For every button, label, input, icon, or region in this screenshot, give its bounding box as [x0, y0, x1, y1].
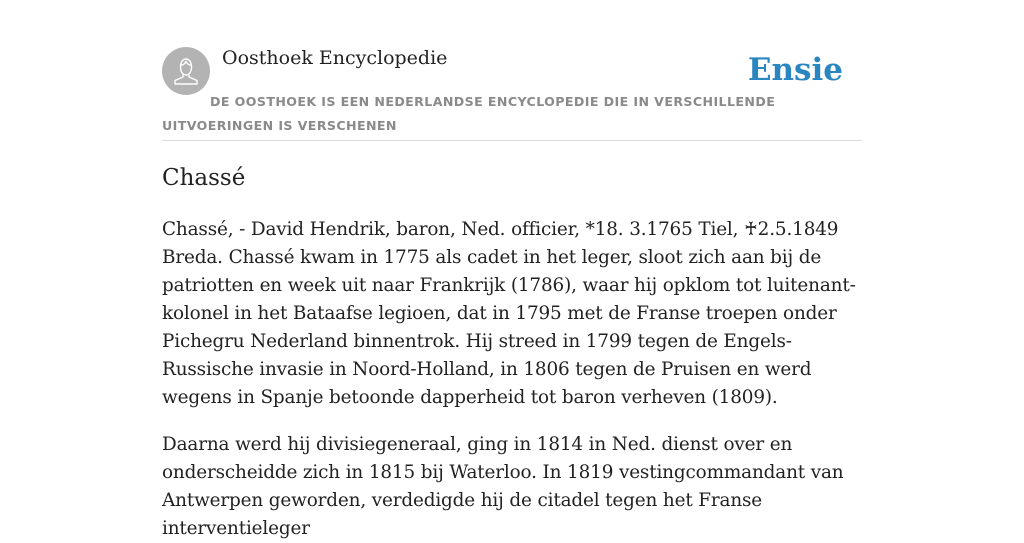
article-title: Chassé — [162, 165, 246, 191]
site-tagline: DE OOSTHOEK IS EEN NEDERLANDSE ENCYCLOPEDIE DIE IN VERSCHILLENDE UITVOERINGEN IS VERSCHENEN — [162, 94, 776, 133]
user-silhouette-icon[interactable] — [162, 47, 210, 95]
site-name-link[interactable]: Oosthoek Encyclopedie — [222, 47, 448, 69]
article-paragraph: Chassé, - David Hendrik, baron, Ned. officier, *18. 3.1765 Tiel, ♰2.5.1849 Breda. Chassé kwam in 1775 als cadet in het leger, sloot zich aan bij de patriotten en week uit naar Frankrijk (1786), waar hij opklom tot luitenant-kolonel in het Bataafse legioen, dat in 1795 met de Franse troepen onder Pichegru Nederland binnentrok. Hij streed in 1799 tegen de Engels-Russische invasie in Noord-Holland, in 1806 tegen de Pruisen en werd wegens in Spanje betoonde dapperheid tot baron verheven (1809). — [162, 219, 856, 408]
article — [162, 160, 862, 543]
site-header — [162, 44, 862, 141]
article-paragraph: Daarna werd hij divisiegeneraal, ging in 1814 in Ned. dienst over en onderscheidde zich in 1815 bij Waterloo. In 1819 vestingcommandant van Antwerpen geworden, verdedigde hij de citadel tegen het Franse interventieleger — [162, 434, 844, 539]
brand-logo[interactable]: Ensie — [747, 52, 843, 88]
